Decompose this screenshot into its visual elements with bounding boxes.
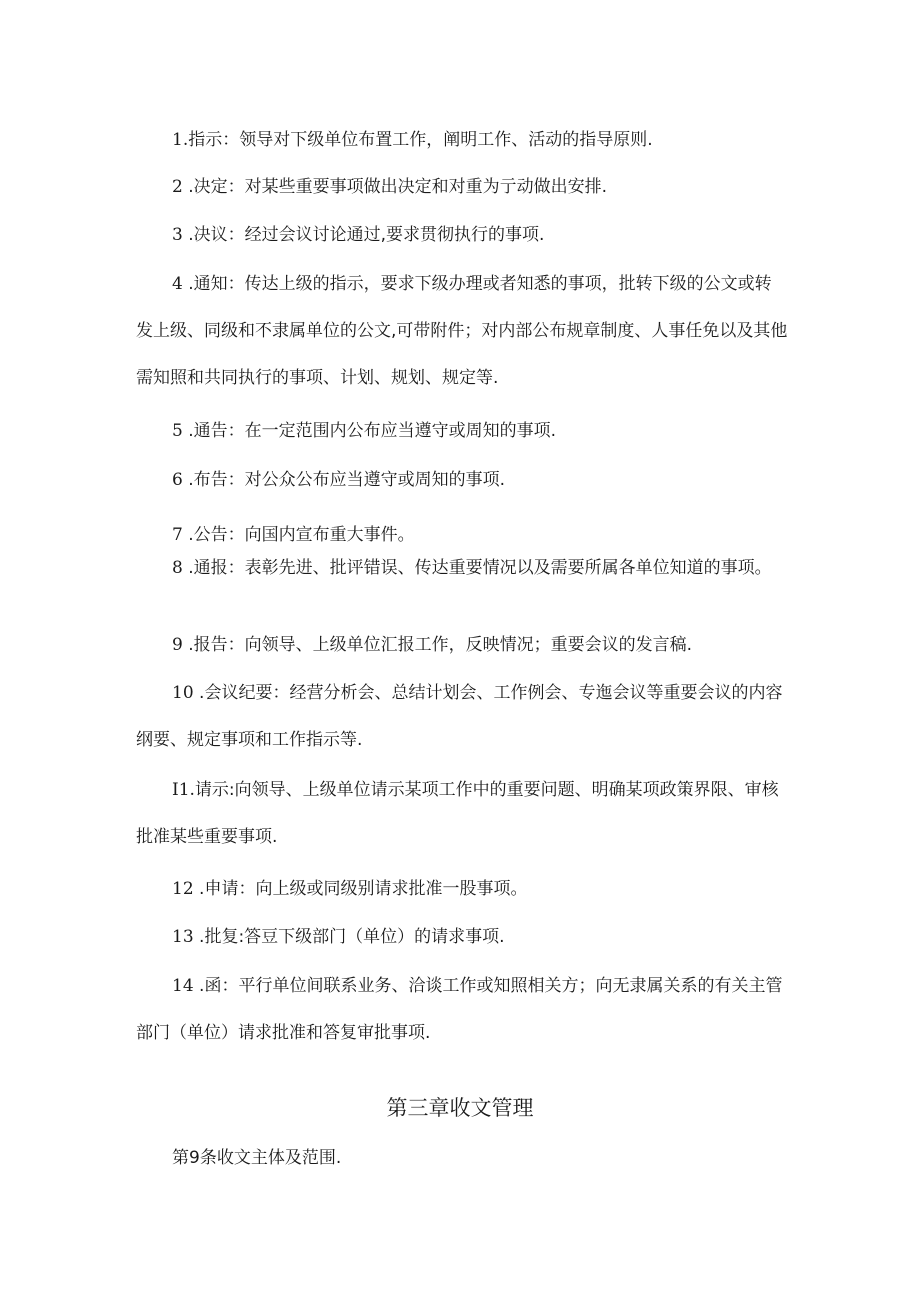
- list-item: 14 .函：平行单位间联系业务、洽谈工作或知照相关方；向无隶属关系的有关主管部门（单位）请求批准和答复审批事项.: [136, 976, 783, 1043]
- list-item: 8 .通报：表彰先进、批评错误、传达重要情况以及需要所属各单位知道的事项。: [172, 558, 772, 578]
- article-heading: 第9条收文主体及范围.: [172, 1148, 342, 1168]
- list-item: 5 .通告：在一定范围内公布应当遵守或周知的事项.: [172, 421, 557, 441]
- list-item: 3 .决议：经过会议讨论通过,要求贯彻执行的事项.: [172, 225, 545, 245]
- list-item: 1.指示：领导对下级单位布置工作，阐明工作、活动的指导原则.: [172, 130, 653, 150]
- list-item: 13 .批复:答豆下级部门（单位）的请求事项.: [172, 927, 505, 947]
- chapter-title: 第三章收文管理: [386, 1096, 534, 1120]
- list-item: 10 .会议纪要：经营分析会、总结计划会、工作例会、专迤会议等重要会议的内容纲要、规定事项和工作指示等.: [136, 683, 783, 750]
- list-item: 2 .决定：对某些重要事项做出决定和对重为亍动做出安排.: [172, 177, 608, 197]
- list-item: 6 .布告：对公众公布应当遵守或周知的事项.: [172, 470, 506, 490]
- list-item: 12 .申请：向上级或同级别请求批准一股事项。: [172, 879, 528, 899]
- list-item: 7 .公告：向国内宣布重大事件。: [172, 525, 415, 545]
- list-item: 4 .通知：传达上级的指示，要求下级办理或者知悉的事项，批转下级的公文或转发上级、同级和不隶属单位的公文,可带附件；对内部公布规章制度、人事任免以及其他需知照和共同执行的事项、计划、规划、规定等.: [136, 274, 788, 388]
- list-item: I1.请示:向领导、上级单位请示某项工作中的重要问题、明确某项政策界限、审核批准某些重要事项.: [136, 780, 779, 847]
- list-item: 9 .报告：向领导、上级单位汇报工作，反映情况；重要会议的发言稿.: [172, 635, 693, 655]
